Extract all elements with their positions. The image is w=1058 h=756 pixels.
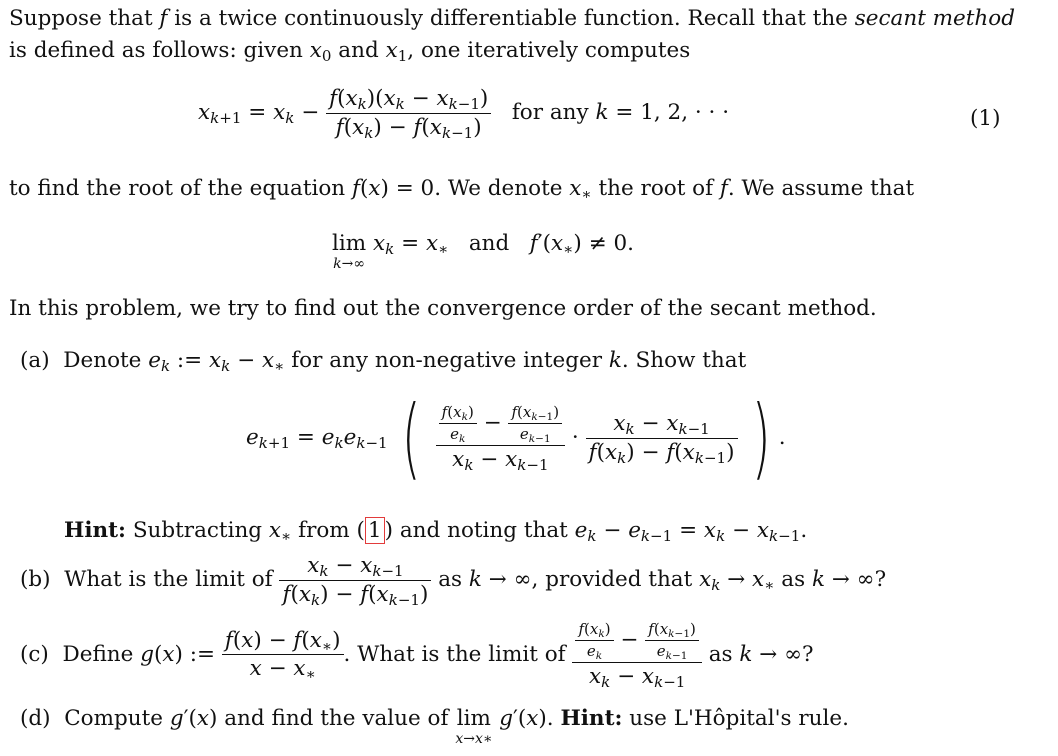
inverse-slope-fraction: $\frac{x_k - x_{k-1}}{f(x_k) - f(x_{k-1})}$ — [586, 413, 738, 463]
part-a: (a) Denote $e_k$ := $x_k - x_∗$ for any non-negative integer k. Show that — [20, 348, 747, 376]
divided-difference-fraction: $\frac{f(x_k)}{e_k}$ − $\frac{f(x_{k-1})}{e_{k-1}}$ $x_k - x_{k-1}$ — [436, 405, 565, 471]
root-description: to find the root of the equation f(x) = 0. We denote $x_∗$ the root of f. We assume that — [9, 176, 915, 204]
equation-1: $x_{k+1} = x_k$ − $\frac{f(x_k)(x_k - x_{k-1})}{f(x_k) - f(x_{k-1})}$ for any k = 1, 2, · · · — [198, 86, 730, 142]
intro-line-2: is defined as follows: given $x_0$ and $x_1$, one iteratively computes — [9, 38, 691, 66]
limit-assumption: lim k→∞ $x_k = x_∗$ and $f'(x_∗) \ne 0$. — [332, 231, 634, 272]
part-c: (c) Define g(x) := $\frac{f(x) - f(x_∗)}{x - x_∗}$ . What is the limit of $\frac{f(x_k)}{e_k}$ − $\frac{f(x_{k-1})}{e_{k-1}}$ $x_k - x_{k-1}$ as k → ∞? — [20, 620, 814, 692]
secant-fraction: $\frac{f(x_k)(x_k - x_{k-1})}{f(x_k) - f(x_{k-1})}$ — [326, 88, 491, 138]
part-b: (b) What is the limit of $\frac{x_k - x_{k-1}}{f(x_k) - f(x_{k-1})}$ as k → ∞, provided that $x_k \to x_∗$ as k → ∞? — [20, 553, 887, 609]
part-d: (d) Compute g′(x) and find the value of lim x→x∗ g′(x). Hint: use L'Hôpital's rule. — [20, 706, 849, 747]
problem-intro: In this problem, we try to find out the convergence order of the secant method. — [9, 296, 877, 321]
equation-1-link[interactable]: 1 — [365, 517, 385, 544]
hint-a: Hint: Subtracting $x_∗$ from ( 1 ) and noting that $e_k - e_{k-1} = x_k - x_{k-1}$. — [64, 518, 808, 546]
equation-number: (1) — [970, 106, 1001, 131]
error-recursion-equation: $e_{k+1} = e_ke_{k-1}$ ( $\frac{f(x_k)}{e_k}$ − $\frac{f(x_{k-1})}{e_{k-1}}$ $x_k - x_{k-1}$ · $\frac{x_k - x_{k-1}}{f(x_k) - f(x_{k-1})}$ ) . — [246, 386, 786, 489]
intro-line-1: Suppose that f is a twice continuously differentiable function. Recall that the secant method — [9, 6, 1015, 31]
